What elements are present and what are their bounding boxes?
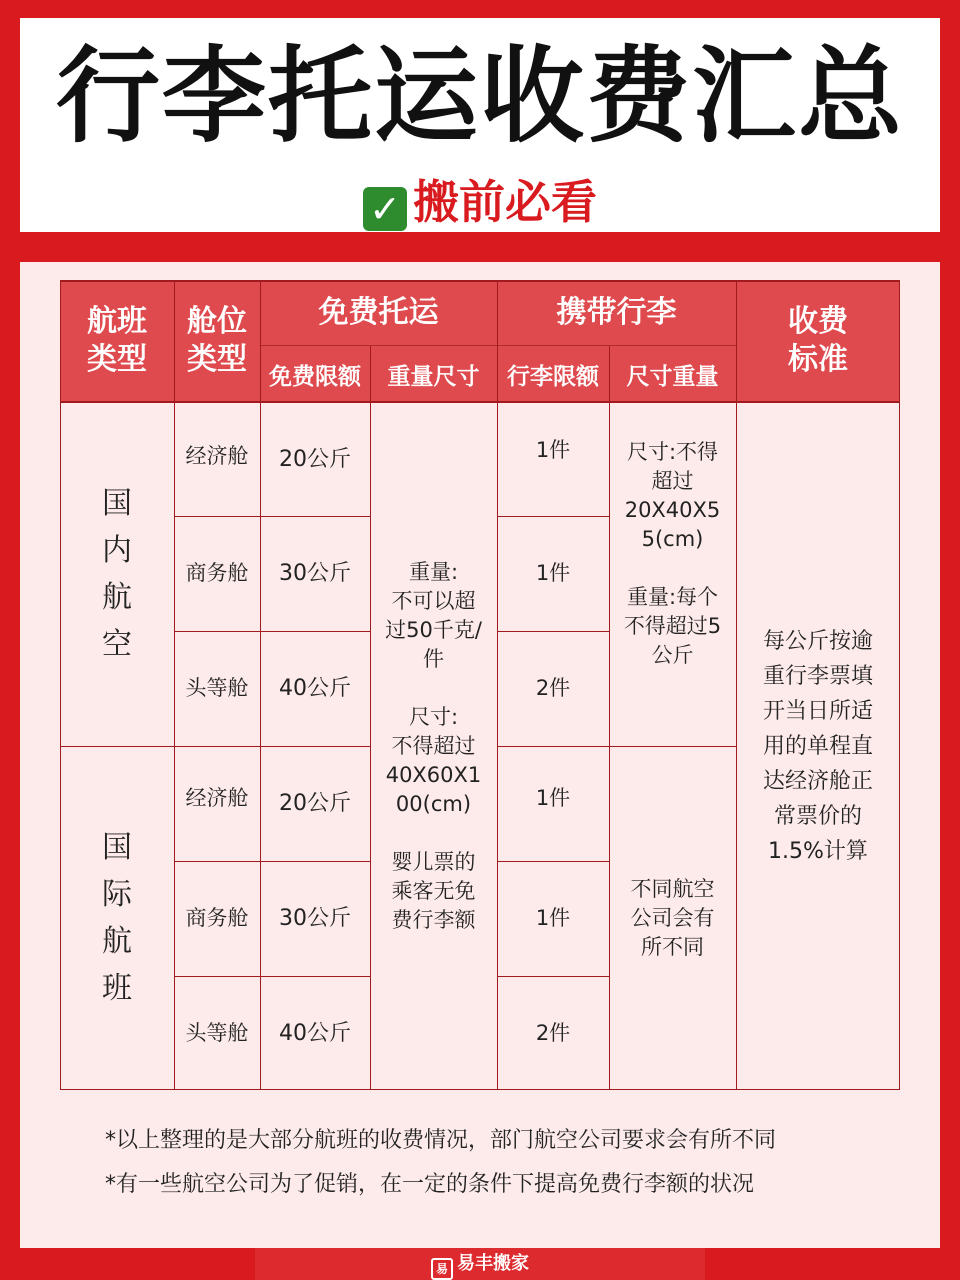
cabin-cell: 商务舱 [174, 861, 260, 976]
carry-limit-cell: 2件 [497, 976, 609, 1090]
carry-size-international: 不同航空 公司会有 所不同 [609, 746, 736, 1090]
grid-line [174, 631, 370, 632]
grid-line [260, 345, 736, 346]
free-allowance-cell: 30公斤 [260, 861, 370, 976]
cabin-cell: 经济舱 [174, 402, 260, 516]
header-panel [20, 18, 940, 232]
grid-line [497, 280, 498, 1090]
carry-limit-cell: 2件 [497, 631, 609, 746]
page-title: 行李托运收费汇总 [55, 35, 904, 157]
header-free-allowance: 免费限额 [260, 346, 370, 402]
header-size-weight: 尺寸重量 [609, 346, 736, 402]
grid-line [174, 280, 175, 1090]
fee-standard-cell: 每公斤按逾 重行李票填 开当日所适 用的单程直 达经济舱正 常票价的 1.5%计算 [736, 402, 900, 1090]
grid-line [260, 280, 261, 1090]
free-allowance-cell: 20公斤 [260, 402, 370, 516]
header-cabin-type: 舱位 类型 [174, 280, 260, 402]
brand-footer [0, 1248, 960, 1280]
page-subtitle [20, 174, 940, 231]
carry-limit-cell: 1件 [497, 861, 609, 976]
grid-line [736, 280, 737, 1090]
group-domestic-label: 国 内 航 空 [60, 402, 174, 746]
grid-line [60, 280, 61, 1090]
cabin-cell: 头等舱 [174, 976, 260, 1090]
grid-line [497, 516, 609, 517]
cabin-cell: 经济舱 [174, 746, 260, 861]
free-allowance-cell: 40公斤 [260, 976, 370, 1090]
header-flight-type: 航班 类型 [60, 280, 174, 402]
grid-line [497, 861, 609, 862]
free-allowance-cell: 20公斤 [260, 746, 370, 861]
grid-line [370, 346, 371, 1090]
grid-line [174, 861, 370, 862]
grid-line [899, 280, 900, 1090]
header-carry-on: 携带行李 [497, 280, 736, 346]
brand-name: 易丰搬家 [457, 1253, 529, 1274]
header-fee-standard: 收费 标准 [736, 280, 900, 402]
weight-size-cell: 重量: 不可以超 过50千克/ 件 尺寸: 不得超过 40X60X1 00(cm) 婴儿票的 乘客无免 费行李额 [370, 402, 497, 1090]
cabin-cell: 头等舱 [174, 631, 260, 746]
note-line: *有一些航空公司为了促销，在一定的条件下提高免费行李额的状况 [105, 1172, 755, 1197]
grid-line [174, 976, 370, 977]
grid-line [497, 746, 736, 747]
subtitle-text: 搬前必看 [413, 175, 597, 229]
grid-line [60, 401, 900, 403]
header-weight-size: 重量尺寸 [370, 346, 497, 402]
notes-box [60, 1091, 900, 1231]
carry-limit-cell: 1件 [497, 402, 609, 516]
grid-line [609, 346, 610, 1090]
carry-limit-cell: 1件 [497, 516, 609, 631]
grid-line [60, 746, 370, 747]
header-carry-limit: 行李限额 [497, 346, 609, 402]
grid-line [497, 631, 609, 632]
group-international-label: 国 际 航 班 [60, 746, 174, 1090]
grid-line [60, 1089, 900, 1090]
free-allowance-cell: 30公斤 [260, 516, 370, 631]
header-free-checked: 免费托运 [260, 280, 497, 346]
note-line: *以上整理的是大部分航班的收费情况，部门航空公司要求会有所不同 [105, 1128, 777, 1153]
carry-size-domestic: 尺寸:不得 超过 20X40X5 5(cm) 重量:每个 不得超过5 公斤 [609, 402, 736, 746]
cabin-cell: 商务舱 [174, 516, 260, 631]
grid-line [60, 280, 900, 282]
grid-line [497, 976, 609, 977]
grid-line [174, 516, 370, 517]
baggage-fee-table [60, 280, 900, 1090]
carry-limit-cell: 1件 [497, 746, 609, 861]
brand-logo-icon: 易 [431, 1258, 453, 1280]
check-icon: ✓ [363, 187, 407, 231]
free-allowance-cell: 40公斤 [260, 631, 370, 746]
